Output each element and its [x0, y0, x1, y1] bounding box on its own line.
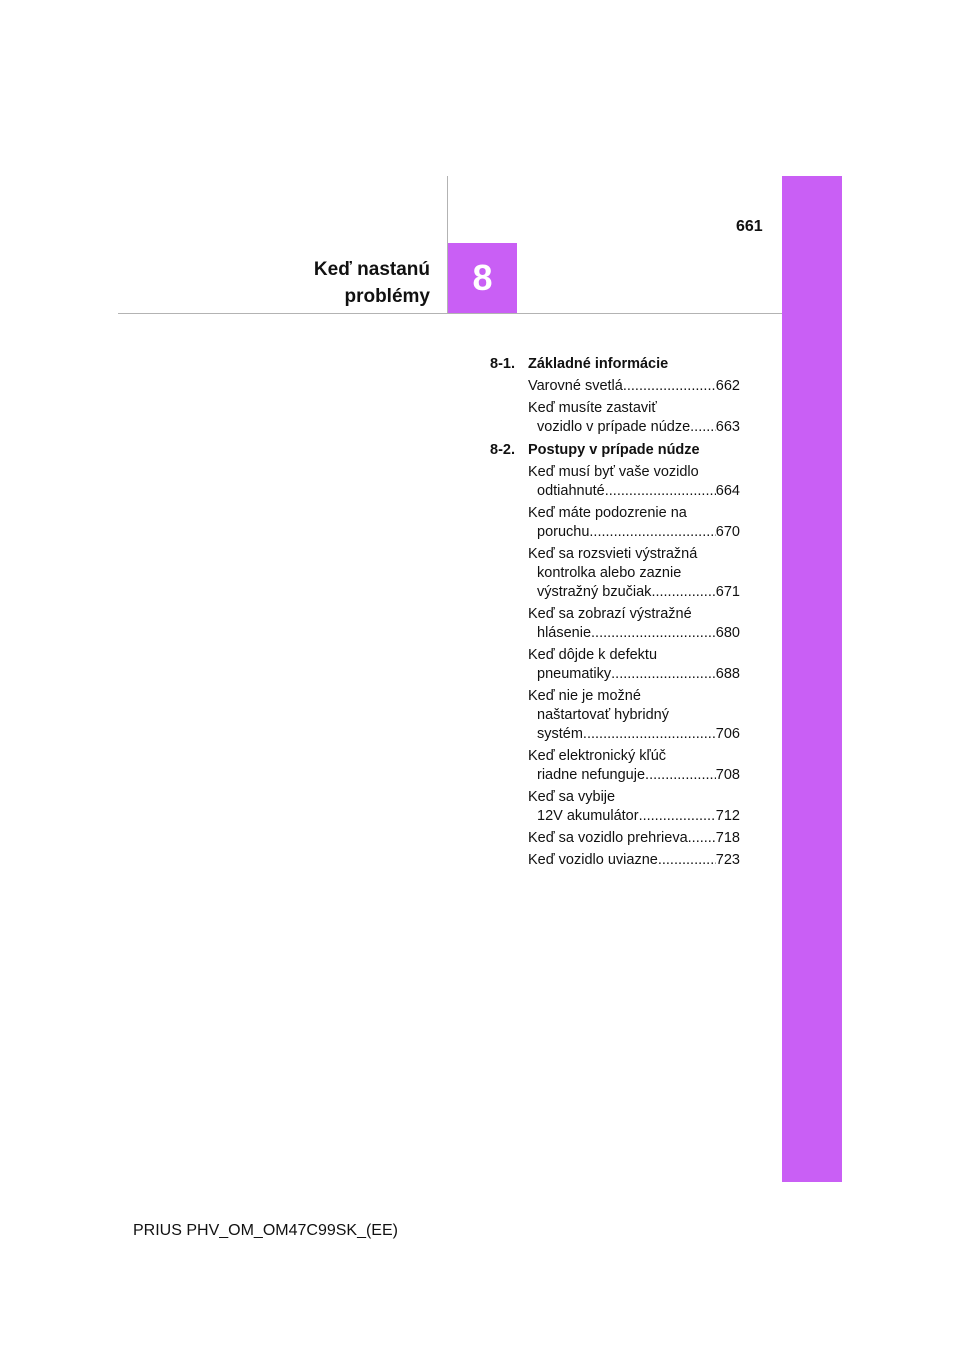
toc-leader-dots: [611, 665, 716, 684]
toc-entry-text: Keď máte podozrenie na: [528, 505, 687, 521]
toc-entry-text: odtiahnuté: [537, 483, 605, 499]
toc-entry-last-line: [528, 523, 740, 542]
toc-leader-dots: [651, 583, 715, 602]
toc-entry[interactable]: [528, 377, 740, 396]
toc-entry-last-line: [528, 665, 740, 684]
toc-entry-last-line: [528, 851, 740, 870]
toc-entry-last-line: [528, 766, 740, 785]
toc-page-number: 723: [715, 852, 740, 868]
toc-entry-text: poruchu: [537, 524, 590, 540]
toc-entry[interactable]: [528, 399, 740, 437]
toc-entry-last-line: [528, 377, 740, 396]
toc-entry-last-line: [528, 418, 740, 437]
toc-section-number: 8-1.: [490, 356, 515, 372]
toc-entry-text: systém: [537, 726, 583, 742]
toc-entry-text: naštartovať hybridný: [537, 707, 669, 723]
toc-leader-dots: [623, 377, 716, 396]
toc-entry-text: riadne nefunguje: [537, 767, 646, 783]
toc-entry-text: výstražný bzučiak: [537, 584, 652, 600]
toc-entry-text: Varovné svetlá: [528, 378, 623, 394]
toc-section-number: 8-2.: [490, 442, 515, 458]
toc-entry-text: Keď dôjde k defektu: [528, 647, 658, 663]
toc-entry-text: Keď sa rozsvieti výstražná: [528, 546, 698, 562]
toc-page-number: 664: [715, 483, 740, 499]
toc-entry-last-line: [528, 482, 740, 501]
toc-entry[interactable]: [528, 605, 740, 643]
toc-page-number: 662: [715, 378, 740, 394]
toc-page-number: 671: [715, 584, 740, 600]
toc-leader-dots: [645, 766, 716, 785]
toc-entry-text: hlásenie: [537, 625, 592, 641]
toc-leader-dots: [688, 829, 716, 848]
toc-entry-text: Keď musíte zastaviť: [528, 400, 657, 416]
toc-entry-last-line: [528, 583, 740, 602]
toc-entry-text: Keď sa zobrazí výstražné: [528, 606, 692, 622]
toc-page-number: 718: [715, 830, 740, 846]
toc-entry-text: Keď vozidlo uviazne: [528, 852, 658, 868]
toc-page-number: 712: [715, 808, 740, 824]
toc-entry-text: Keď musí byť vaše vozidlo: [528, 464, 699, 480]
toc-entry[interactable]: [528, 747, 740, 785]
toc-section-title: Základné informácie: [528, 356, 669, 372]
toc-leader-dots: [690, 418, 716, 437]
toc-page-number: 663: [715, 419, 740, 435]
table-of-contents: [490, 354, 740, 873]
toc-entry[interactable]: [528, 545, 740, 602]
toc-leader-dots: [591, 624, 716, 643]
document-code: PRIUS PHV_OM_OM47C99SK_(EE): [133, 1222, 398, 1239]
toc-leader-dots: [639, 807, 716, 826]
toc-leader-dots: [589, 523, 715, 542]
toc-entry-text: Keď nie je možné: [528, 688, 641, 704]
toc-entry-text: 12V akumulátor: [537, 808, 639, 824]
toc-page-number: 688: [715, 666, 740, 682]
toc-leader-dots: [583, 725, 716, 744]
toc-page-number: 670: [715, 524, 740, 540]
toc-entry-last-line: [528, 624, 740, 643]
chapter-number-badge: 8: [448, 243, 517, 313]
toc-entry[interactable]: [528, 687, 740, 744]
toc-page-number: 708: [715, 767, 740, 783]
toc-entry[interactable]: [528, 788, 740, 826]
toc-page-number: 706: [715, 726, 740, 742]
chapter-side-tab: [782, 176, 842, 1182]
toc-entry-last-line: [528, 829, 740, 848]
toc-entry[interactable]: [528, 646, 740, 684]
toc-entry[interactable]: [528, 829, 740, 848]
toc-entry[interactable]: [528, 463, 740, 501]
toc-entry[interactable]: [528, 504, 740, 542]
toc-entry-text: Keď sa vybije: [528, 789, 616, 805]
toc-entry-text: Keď elektronický kľúč: [528, 748, 667, 764]
toc-entry-text: pneumatiky: [537, 666, 612, 682]
toc-entry-text: kontrolka alebo zaznie: [537, 565, 682, 581]
toc-section-heading[interactable]: [490, 440, 740, 460]
toc-entry[interactable]: [528, 851, 740, 870]
toc-entry-last-line: [528, 807, 740, 826]
toc-section-title: Postupy v prípade núdze: [528, 442, 700, 458]
chapter-title-line1: Keď nastanú: [313, 259, 430, 280]
header-horizontal-rule: [118, 313, 782, 314]
toc-leader-dots: [658, 851, 716, 870]
toc-leader-dots: [605, 482, 716, 501]
toc-entry-text: vozidlo v prípade núdze: [537, 419, 691, 435]
toc-entry-text: Keď sa vozidlo prehrieva: [528, 830, 688, 846]
chapter-title-line2: problémy: [344, 286, 430, 307]
chapter-title: [314, 256, 430, 310]
toc-section-heading[interactable]: [490, 354, 740, 374]
toc-page-number: 680: [715, 625, 740, 641]
page-number: 661: [736, 218, 763, 235]
toc-entry-last-line: [528, 725, 740, 744]
